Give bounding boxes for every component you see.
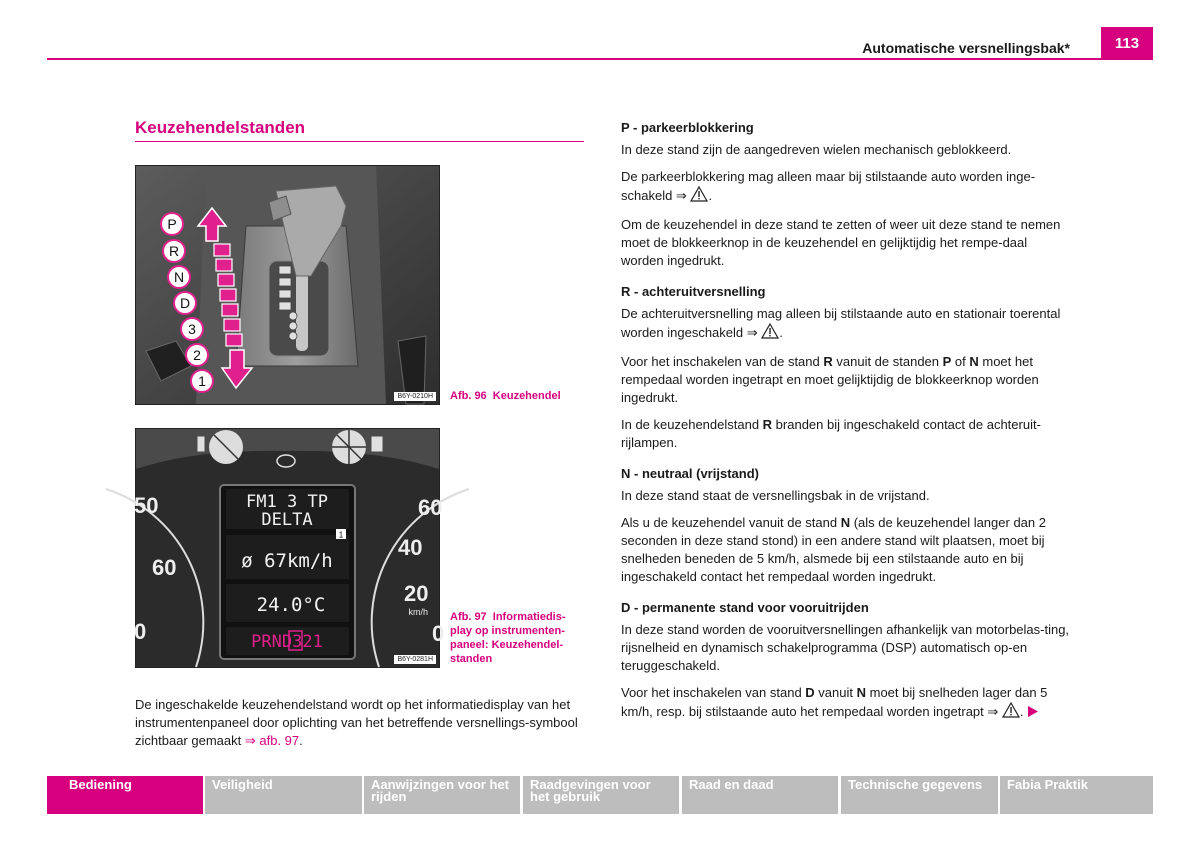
r-para-2 xyxy=(621,353,1073,407)
right-column xyxy=(621,119,1073,723)
gear-position-label: N xyxy=(173,269,185,285)
tab-aanwijzingen[interactable]: Aanwijzingen voor het rijden xyxy=(364,776,520,814)
gauge-numeral: 50 xyxy=(134,493,159,518)
tab-fabia-praktik[interactable]: Fabia Praktik xyxy=(1000,776,1153,814)
warning-icon[interactable] xyxy=(1002,702,1020,723)
page-number: 113 xyxy=(1101,27,1153,60)
tab-veiligheid[interactable]: Veiligheid xyxy=(205,776,362,814)
reference-arrow: ⇒ xyxy=(244,733,256,748)
heading-p: P - parkeerblokkering xyxy=(621,120,754,135)
text-span: Voor het inschakelen van de stand xyxy=(621,354,824,369)
bold-span: N xyxy=(969,354,979,369)
display-radio-line-2: DELTA xyxy=(261,510,313,530)
section-title: Keuzehendelstanden xyxy=(135,118,306,137)
gear-position-label: 3 xyxy=(188,321,196,337)
display-radio-line-1: FM1 3 TP xyxy=(246,492,328,512)
text-span: vanuit xyxy=(814,685,857,700)
coolant-icon xyxy=(198,437,204,451)
text-span: vanuit de standen xyxy=(832,354,943,369)
r-para-1: De achteruitversnelling mag alleen bij stilstaande auto en stationair toerental worden ingeschakeld ⇒ . xyxy=(621,305,1073,344)
display-gear-indicator: PRND321 xyxy=(251,632,323,652)
display-speed: ø 67km/h xyxy=(241,550,333,572)
text-span: moet bij snelheden lager dan 5 km/h, resp. bij stilstaande auto het rempedaal worden ingetrapt ⇒ xyxy=(621,685,1048,719)
n-para-2 xyxy=(621,514,1073,586)
p-para-2: De parkeerblokkering mag alleen maar bij stilstaande auto worden inge-schakeld ⇒ . xyxy=(621,168,1073,207)
r-para-3 xyxy=(621,416,1073,452)
d-para-2: Voor het inschakelen van stand D vanuit N moet bij snelheden lager dan 5 km/h, resp. bij stilstaande auto het rempedaal worden ingetrapt ⇒ . xyxy=(621,684,1073,723)
r-para-1-text: De achteruitversnelling mag alleen bij stilstaande auto en stationair toerental worden ingeschakeld ⇒ xyxy=(621,306,1061,340)
continue-arrow-icon[interactable] xyxy=(1027,705,1039,723)
gear-position-label: P xyxy=(167,216,177,232)
tab-raad-en-daad[interactable]: Raad en daad xyxy=(682,776,838,814)
warning-icon[interactable] xyxy=(690,186,708,207)
caption-line: standen xyxy=(450,653,493,665)
p-para-2-text: De parkeerblokkering mag alleen maar bij stilstaande auto worden inge-schakeld ⇒ xyxy=(621,169,1036,203)
paragraph-text: De ingeschakelde keuzehendelstand wordt op het informatiedisplay van het instrumentenpaneel door oplichting van het betreffende versnellings-symbool zichtbaar gemaakt xyxy=(135,697,578,748)
gauge-numeral: 60 xyxy=(152,555,177,580)
text-span: Als u de keuzehendel vanuit de stand xyxy=(621,515,841,530)
display-box-number: 1 xyxy=(338,530,344,540)
left-paragraph xyxy=(135,696,585,750)
figure-96-caption: Afb. 96 Keuzehendel xyxy=(450,390,561,402)
p-para-3: Om de keuzehendel in deze stand te zetten of weer uit deze stand te nemen moet de blokkeerknop in de keuzehendel en gelijktijdig het rempe-daal worden ingedrukt. xyxy=(621,217,1061,268)
gear-selector-illustration xyxy=(136,166,439,404)
text-span: of xyxy=(951,354,970,369)
gauge-numeral: 0 xyxy=(432,621,445,646)
text-span: Voor het inschakelen van stand xyxy=(621,685,806,700)
bold-span: R xyxy=(823,354,833,369)
figure-link[interactable]: afb. 97 xyxy=(259,733,300,748)
caption-line: paneel: Keuzehendel- xyxy=(450,639,564,651)
bold-span: N xyxy=(856,685,866,700)
text-span: In de keuzehendelstand xyxy=(621,417,763,432)
figure-96-gear-selector xyxy=(135,165,440,405)
d-para-1: In deze stand worden de vooruitversnellingen afhankelijk van motorbelas-ting, rijsnelheid en dynamisch schakelprogramma (DSP) automatisch op-en teruggeschakeld. xyxy=(621,622,1070,673)
tab-technische-gegevens[interactable]: Technische gegevens xyxy=(841,776,998,814)
bold-span: D xyxy=(805,685,815,700)
gear-position-label: R xyxy=(168,243,180,259)
figure-97-caption xyxy=(450,610,566,666)
text-span: moet het rempedaal worden ingetrapt en moet gelijktijdig de blokkeerknop worden ingedrukt. xyxy=(621,354,1039,405)
section-rule xyxy=(135,141,584,142)
gear-position-label: 2 xyxy=(193,347,201,363)
gauge-numeral: 0 xyxy=(134,619,147,644)
gauge-unit: km/h xyxy=(408,607,428,617)
header-rule xyxy=(47,58,1153,60)
heading-r: R - achteruitversnelling xyxy=(621,284,766,299)
gauge-numeral: 60 xyxy=(418,495,443,520)
warning-icon[interactable] xyxy=(761,323,779,344)
text-span: branden bij ingeschakeld contact de achteruit-rijlampen. xyxy=(621,417,1041,450)
figure-code: B6Y-0210H xyxy=(394,392,436,401)
n-para-1: In deze stand staat de versnellingsbak in de vrijstand. xyxy=(621,488,930,503)
gear-position-label: 1 xyxy=(198,373,206,389)
chapter-title: Automatische versnellingsbak* xyxy=(862,40,1070,56)
text-span: (als de keuzehendel langer dan 2 seconden in deze stand stond) in een andere stand wilt plaatsen, moet bij snelheden beneden de 5 km/h, alsmede bij een stilstaande auto en bij ingeschakeld contact het rempedaal worden ingedrukt. xyxy=(621,515,1046,584)
gauge-numeral: 20 xyxy=(404,581,429,606)
heading-n: N - neutraal (vrijstand) xyxy=(621,466,759,481)
display-temperature: 24.0°C xyxy=(256,594,326,616)
gear-position-label: D xyxy=(179,295,191,311)
bold-span: R xyxy=(762,417,773,432)
heading-d: D - permanente stand voor vooruitrijden xyxy=(621,600,869,615)
caption-line: Afb. 97 Informatiedis- xyxy=(450,611,566,623)
fuel-icon xyxy=(372,437,382,451)
figure-97-instrument-display xyxy=(134,428,445,668)
figure-code: B6Y-0281H xyxy=(394,655,436,664)
caption-line: play op instrumenten- xyxy=(450,625,565,637)
tab-bediening[interactable]: Bediening xyxy=(47,776,203,814)
bold-span: N xyxy=(840,515,851,530)
bold-span: P xyxy=(942,354,952,369)
gauge-numeral: 40 xyxy=(398,535,423,560)
paragraph-end: . xyxy=(299,733,303,748)
instrument-cluster-illustration xyxy=(134,429,445,667)
p-para-1: In deze stand zijn de aangedreven wielen mechanisch geblokkeerd. xyxy=(621,142,1012,157)
tab-raadgevingen[interactable]: Raadgevingen voor het gebruik xyxy=(523,776,679,814)
